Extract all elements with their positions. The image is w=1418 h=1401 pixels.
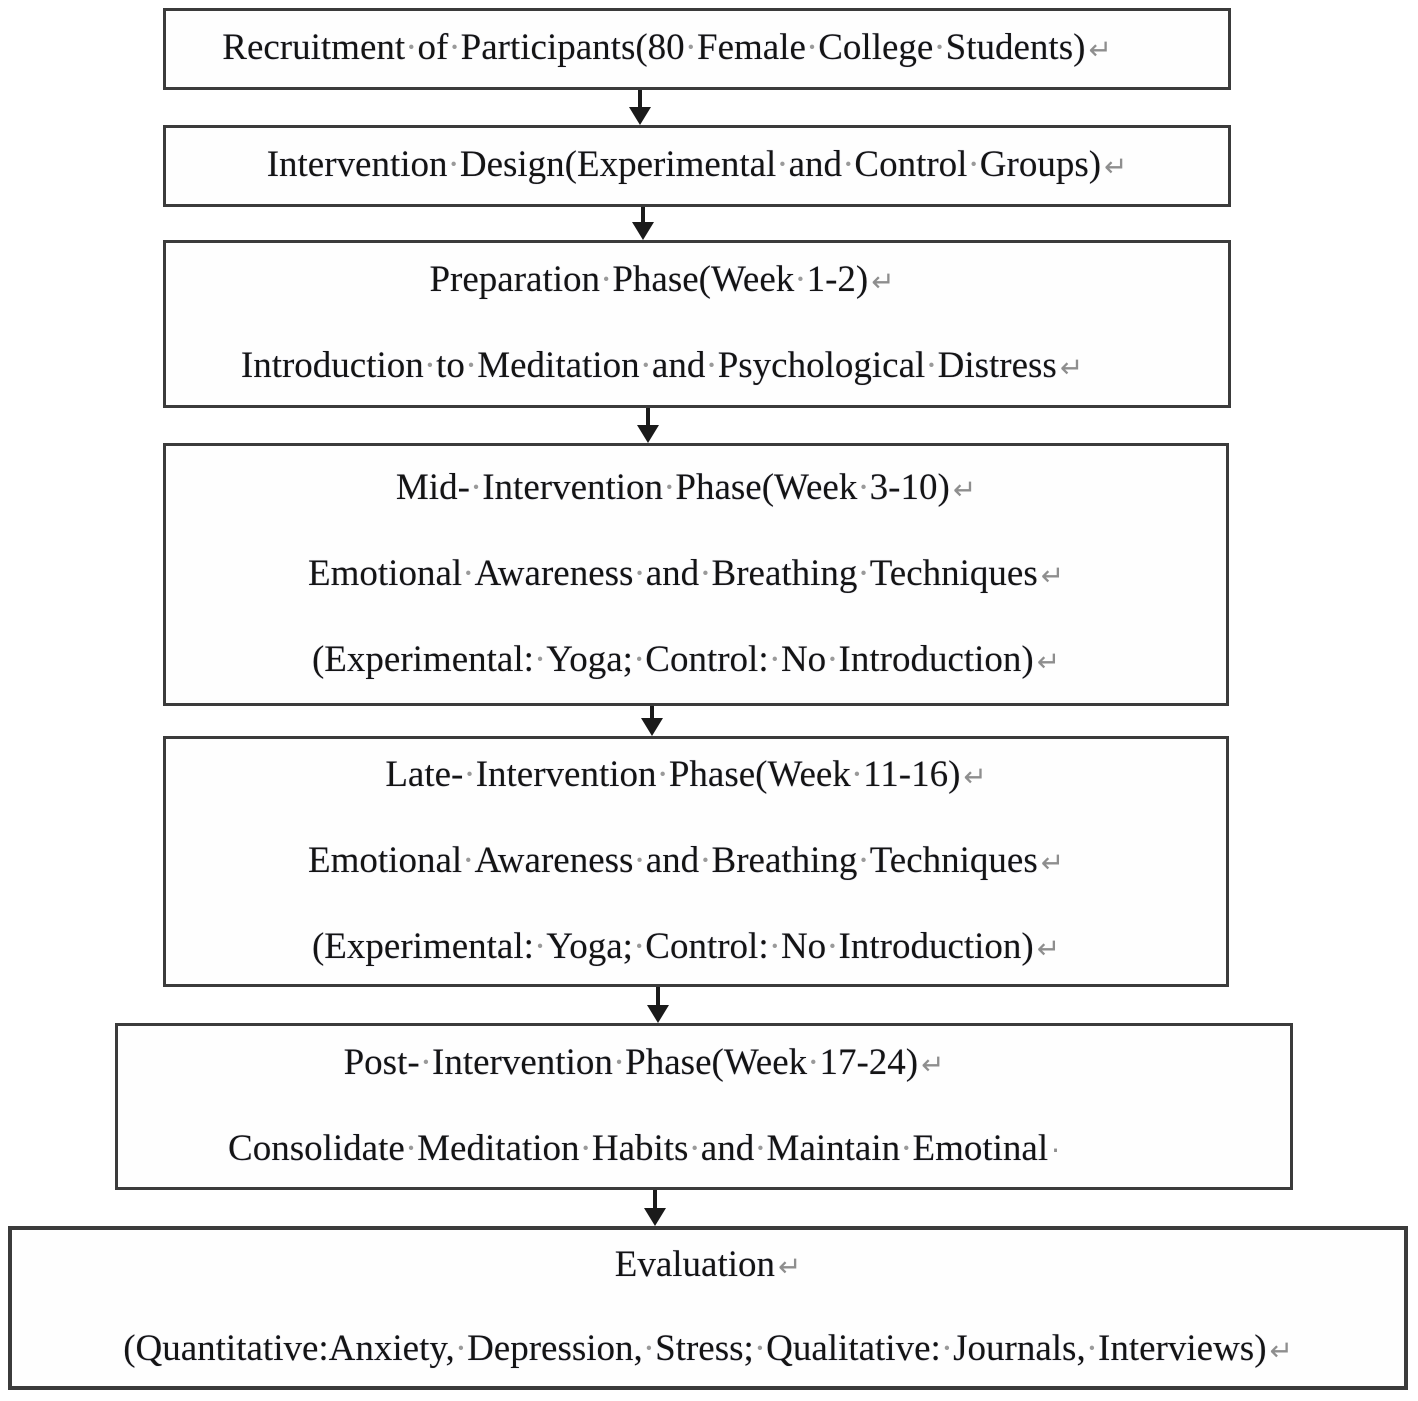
space-mark-icon: · (768, 638, 781, 680)
flow-box-text: Mid-·Intervention·Phase(Week·3-10) (395, 466, 950, 508)
flow-box-line (166, 532, 1206, 618)
flow-box-recruitment (163, 8, 1231, 90)
flow-box-text: Preparation·Phase(Week·1-2) (429, 259, 869, 300)
flow-box-mid-intervention-phase (163, 443, 1229, 706)
return-mark-icon: ↵ (1036, 931, 1061, 965)
space-mark-icon: · (639, 345, 652, 386)
space-mark-icon: · (754, 1127, 767, 1169)
space-mark-icon: · (405, 27, 418, 68)
flow-box-text: Intervention·Design(Experimental·and·Control·Groups) (266, 144, 1102, 185)
flow-box-text: Post-·Intervention·Phase(Week·17-24) (343, 1041, 919, 1083)
flow-box-evaluation (8, 1226, 1408, 1390)
flow-box-line (118, 1021, 1170, 1107)
flow-box-text: Consolidate·Meditation·Habits·and·Maintain·Emotinal (228, 1127, 1049, 1169)
space-mark-icon: · (632, 925, 646, 967)
flow-box-line (166, 123, 1228, 209)
space-mark-icon: · (805, 27, 819, 68)
flow-box-text: Evaluation (614, 1244, 776, 1285)
flow-box-text: Late-·Intervention·Phase(Week·11-16) (385, 753, 961, 795)
flow-arrow-down-icon (627, 90, 653, 125)
flow-box-intervention-design (163, 125, 1231, 207)
arrow-shaft (641, 207, 645, 222)
flow-box-line (118, 1107, 1170, 1193)
return-mark-icon: ↵ (1036, 644, 1061, 678)
space-mark-icon: · (448, 27, 461, 68)
flow-box-preparation-phase (163, 240, 1231, 408)
space-mark-icon: · (633, 552, 646, 594)
space-mark-icon: · (642, 1328, 656, 1369)
flow-arrow-down-icon (635, 408, 661, 443)
space-mark-icon: · (612, 1041, 626, 1083)
flow-box-line (166, 6, 1168, 92)
flow-box-line (12, 1224, 1404, 1308)
flow-box-text: Emotional·Awareness·and·Breathing·Techniques (308, 839, 1038, 881)
space-mark-icon: · (454, 1328, 468, 1369)
space-mark-icon: · (464, 345, 478, 386)
return-mark-icon: ↵ (963, 759, 987, 793)
space-mark-icon: · (826, 638, 839, 680)
space-mark-icon: · (688, 1127, 701, 1169)
flow-box-line (166, 618, 1206, 704)
space-mark-icon: · (925, 345, 938, 386)
space-mark-icon: · (940, 1328, 954, 1369)
arrow-shaft (646, 408, 650, 425)
flow-box-text: (Experimental:·Yoga;·Control:·No·Introduction) (311, 638, 1034, 680)
return-mark-icon: ↵ (778, 1250, 802, 1283)
flow-box-text: Emotional·Awareness·and·Breathing·Techniques (308, 552, 1038, 594)
flow-arrow-down-icon (639, 706, 665, 736)
space-mark-icon: · (753, 1328, 767, 1369)
flow-box-line (166, 238, 1158, 324)
space-mark-icon: · (967, 144, 980, 185)
space-mark-icon: · (579, 1127, 592, 1169)
space-mark-icon: · (699, 552, 712, 594)
return-mark-icon: ↵ (1104, 150, 1128, 183)
space-mark-icon: · (850, 753, 864, 795)
flow-arrow-down-icon (645, 987, 671, 1023)
flow-box-line (166, 446, 1206, 532)
return-mark-icon: ↵ (1059, 351, 1084, 384)
flow-box-line (12, 1308, 1404, 1392)
arrow-shaft (650, 706, 654, 718)
space-mark-icon: · (842, 144, 855, 185)
flow-box-text: (Experimental:·Yoga;·Control:·No·Introduction) (311, 925, 1034, 967)
space-mark-icon: · (705, 345, 718, 386)
space-mark-icon: · (633, 839, 646, 881)
flow-box-text: Introduction·to·Meditation·and·Psychological·Distress (240, 345, 1057, 386)
flow-box-post-intervention-phase (115, 1023, 1293, 1190)
arrow-shaft (656, 987, 660, 1005)
space-mark-icon: · (462, 552, 475, 594)
flow-box-text: (Quantitative:Anxiety,·Depression,·Stress;·Qualitative:·Journals,·Interviews) (123, 1328, 1267, 1369)
flow-arrow-down-icon (642, 1190, 668, 1226)
arrow-shaft (653, 1190, 657, 1208)
space-mark-icon: · (656, 753, 669, 795)
space-mark-icon: · (632, 638, 646, 680)
space-mark-icon: · (857, 466, 870, 508)
flow-box-line (166, 905, 1206, 991)
flow-box-line (166, 324, 1158, 410)
space-mark-icon: · (447, 144, 460, 185)
return-mark-icon: ↵ (1088, 33, 1112, 66)
space-mark-icon: · (469, 466, 483, 508)
flow-box-late-intervention-phase (163, 736, 1229, 987)
space-mark-icon: · (900, 1127, 913, 1169)
space-mark-icon: · (600, 259, 613, 300)
arrow-shaft (638, 90, 642, 107)
flow-box-line (166, 819, 1206, 905)
space-mark-icon: · (462, 839, 475, 881)
return-mark-icon: ↵ (1040, 845, 1064, 879)
space-mark-icon: · (533, 925, 547, 967)
space-mark-icon: · (776, 144, 789, 185)
space-mark-icon: · (768, 925, 781, 967)
return-mark-icon: ↵ (952, 472, 977, 506)
space-mark-icon: · (404, 1127, 418, 1169)
return-mark-icon: ↵ (921, 1047, 945, 1081)
flow-arrow-down-icon (630, 207, 656, 240)
space-mark-icon: · (933, 27, 946, 68)
space-mark-icon: · (663, 466, 676, 508)
flow-box-text: Recruitment·of·Participants(80·Female·College·Students) (222, 27, 1086, 68)
space-mark-icon: · (794, 259, 807, 300)
return-mark-icon: ↵ (1040, 558, 1064, 592)
space-mark-icon: · (1051, 1133, 1060, 1167)
space-mark-icon: · (857, 552, 870, 594)
space-mark-icon: · (699, 839, 712, 881)
space-mark-icon: · (857, 839, 870, 881)
space-mark-icon: · (807, 1041, 820, 1083)
return-mark-icon: ↵ (871, 265, 895, 298)
space-mark-icon: · (1085, 1328, 1099, 1369)
space-mark-icon: · (684, 27, 697, 68)
arrow-head (637, 425, 659, 443)
space-mark-icon: · (419, 1041, 433, 1083)
space-mark-icon: · (533, 638, 547, 680)
space-mark-icon: · (463, 753, 476, 795)
return-mark-icon: ↵ (1269, 1334, 1293, 1367)
space-mark-icon: · (826, 925, 839, 967)
flow-box-line (166, 733, 1206, 819)
space-mark-icon: · (423, 345, 437, 386)
